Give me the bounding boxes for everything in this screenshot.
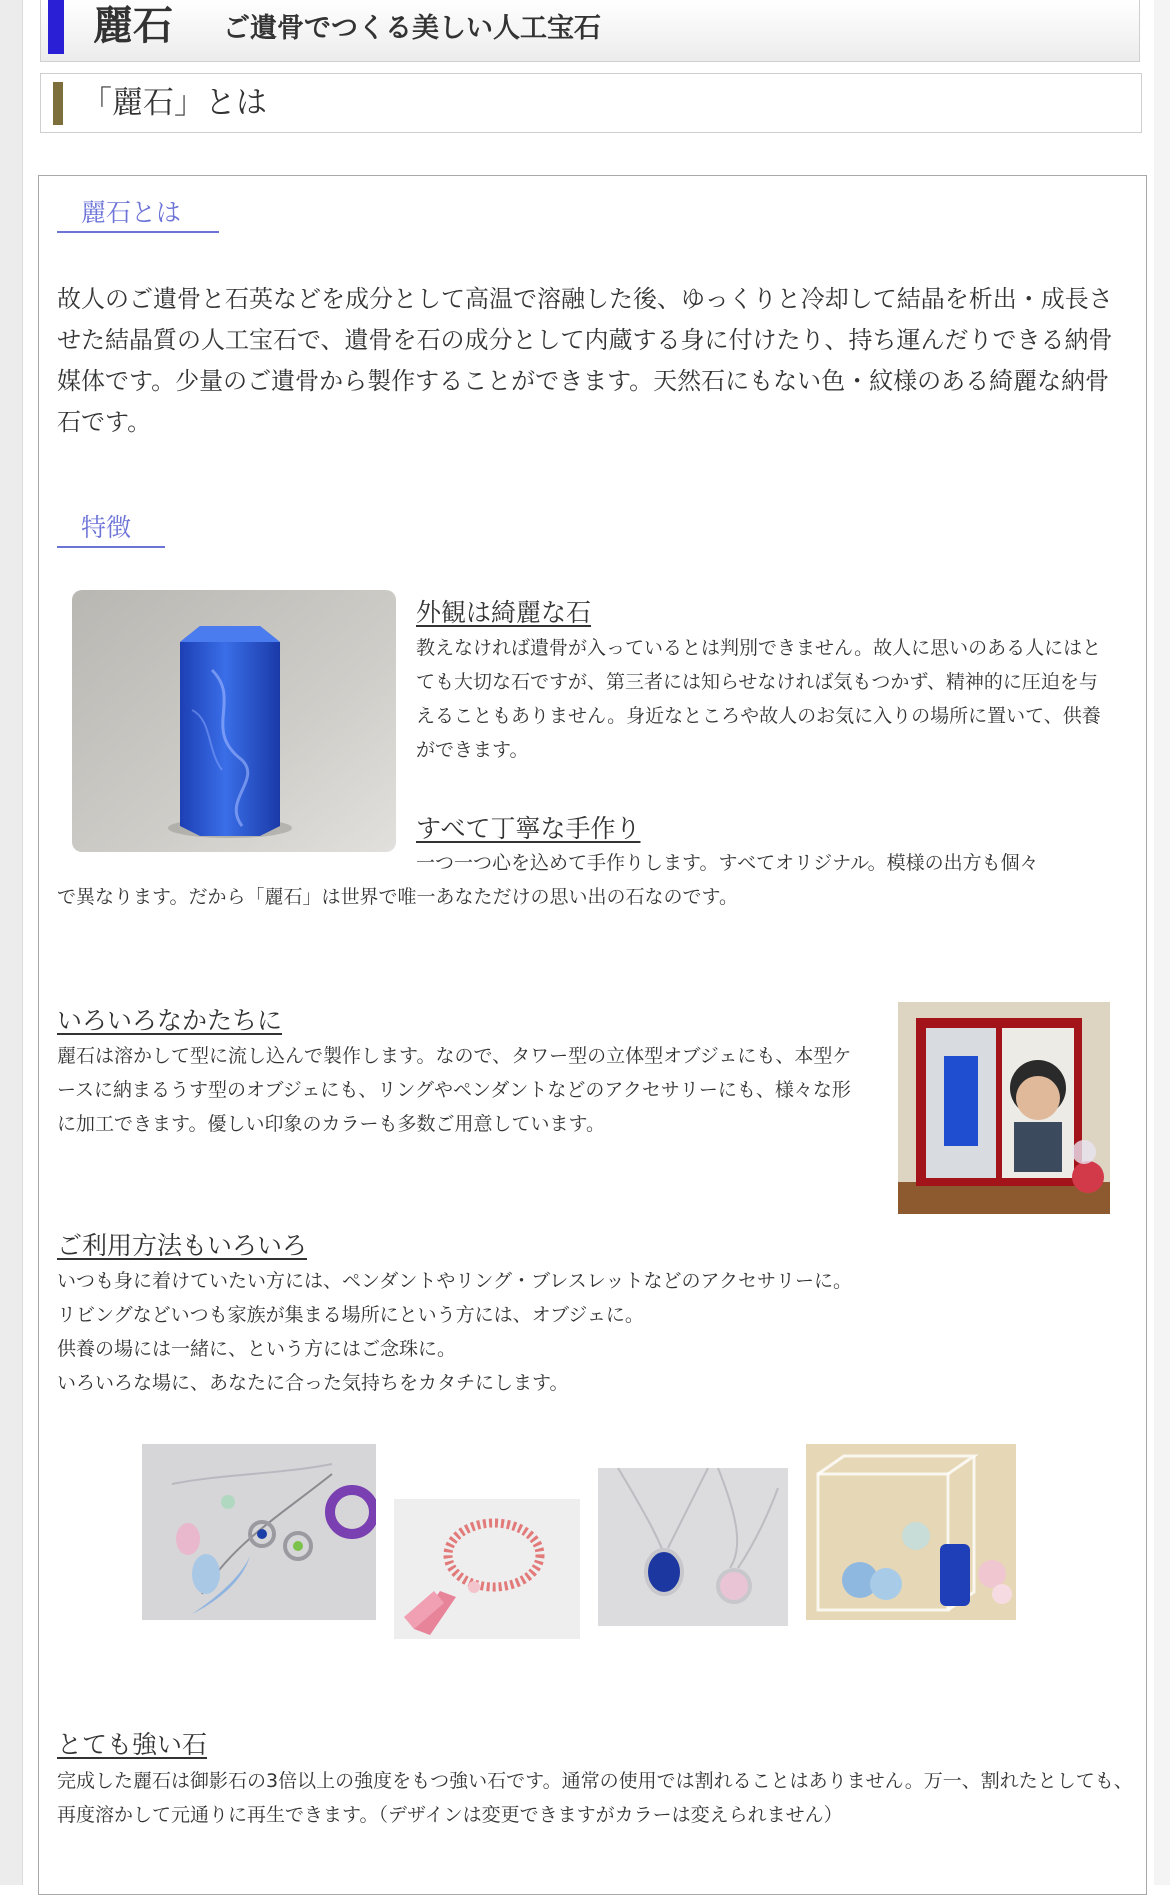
content-box [38,175,1147,1895]
book-case-photo [898,1002,1110,1214]
section-accent-bar [53,82,63,125]
usage-line: 供養の場には一緒に、という方にはご念珠に。 [57,1338,457,1360]
feature-body-strength: 完成した麗石は御影石の3倍以上の強度をもつ強い石です。通常の使用では割れることはありません。万一、割れたとしても、再度溶かして元通りに再生できます。（デザインは変更できますがカラーは変えられません） [57,1770,1133,1826]
display-case-image [806,1444,1016,1620]
feature-body-forms: 麗石は溶かして型に流し込んで製作します。なので、タワー型の立体型オブジェにも、本型ケースに納まるうす型のオブジェにも、リングやペンダントなどのアクセサリーにも、様々な形に加工できます。優しい印象のカラーも多数ご用意しています。 [57,1045,852,1135]
accessories-photo [142,1444,376,1620]
page-header [40,0,1140,62]
display-case-photo [806,1444,1016,1620]
feature-title-strength: とても強い石 [57,1730,208,1759]
feature-title-appearance: 外観は綺麗な石 [416,598,592,627]
page-subtitle: ご遺骨でつくる美しい人工宝石 [223,13,601,44]
feature-body-appearance: 教えなければ遺骨が入っているとは判別できません。故人に思いのある人にはとても大切な石ですが、第三者には知らせなければ気もつかず、精神的に圧迫を与えることもありません。身近なところや故人のお気に入りの場所に置いて、供養ができます。 [416,637,1102,761]
accessories-image [142,1444,376,1620]
pendant-photo [598,1468,788,1626]
features-heading: 特徴 [57,513,165,548]
about-text: 故人のご遺骨と石英などを成分として高温で溶融した後、ゆっくりと冷却して結晶を析出・成長させた結晶質の人工宝石で、遺骨を石の成分として内蔵する身に付けたり、持ち運んだりできる納骨媒体です。少量のご遺骨から製作することができます。天然石にもない色・紋様のある綺麗な納骨石です。 [57,285,1113,436]
prayer-beads-image [394,1499,580,1639]
header-accent-bar [48,0,64,54]
feature-title-usage: ご利用方法もいろいろ [57,1231,308,1260]
prayer-beads-photo [394,1499,580,1639]
feature-title-handmade: すべて丁寧な手作り [416,814,641,843]
blue-stone-photo [72,590,396,852]
feature-title-forms: いろいろなかたちに [57,1006,283,1035]
usage-line: いろいろな場に、あなたに合った気持ちをカタチにします。 [57,1372,569,1394]
section-heading [40,73,1142,133]
section-title: 「麗石」とは [81,85,267,121]
page-title: 麗石 [93,3,173,49]
usage-line: リビングなどいつも家族が集まる場所にという方には、オブジェに。 [57,1304,644,1326]
about-heading: 麗石とは [57,198,219,233]
usage-line: いつも身に着けていたい方には、ペンダントやリング・ブレスレットなどのアクセサリーに。 [57,1270,852,1292]
feature-body-handmade-line2: で異なります。だから「麗石」は世界で唯一あなただけの思い出の石なのです。 [57,886,738,908]
pendant-image [598,1468,788,1626]
book-case-image [898,1002,1110,1214]
feature-body-handmade-line1: 一つ一つ心を込めて手作りします。すべてオリジナル。模様の出方も個々 [416,852,1039,874]
blue-stone-image [72,590,396,852]
right-margin-strip [1154,0,1170,1885]
left-margin-strip [0,0,23,1885]
